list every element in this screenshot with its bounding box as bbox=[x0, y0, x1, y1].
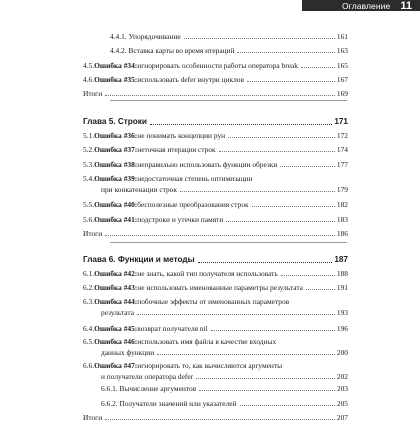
toc-entry-title bbox=[83, 117, 147, 126]
page-number-ref: 196 bbox=[336, 324, 348, 333]
toc-entry[interactable] bbox=[83, 325, 348, 332]
error-label: Ошибка #38: bbox=[94, 160, 138, 169]
error-label: Ошибка #47: bbox=[94, 361, 138, 370]
entry-text: возврат получателя nil bbox=[137, 324, 208, 333]
entry-text: игнорировать то, как вычисляются аргументы bbox=[137, 361, 283, 370]
entry-text: побочные эффекты от именованных параметров bbox=[137, 297, 290, 306]
entry-text: не понимать концепции рун bbox=[137, 131, 226, 140]
leader-dots bbox=[280, 166, 335, 167]
toc-entry[interactable] bbox=[83, 216, 348, 223]
toc-entry[interactable] bbox=[83, 362, 348, 369]
entry-prefix: 6.5. bbox=[83, 337, 95, 346]
toc-entry-continuation bbox=[101, 349, 348, 356]
toc-entry[interactable] bbox=[83, 270, 348, 277]
entry-prefix: 5.2. bbox=[83, 145, 95, 154]
toc-entry[interactable] bbox=[83, 146, 348, 153]
toc-entry[interactable] bbox=[83, 132, 348, 139]
toc-entry[interactable] bbox=[83, 175, 348, 182]
toc-entry-title bbox=[83, 325, 208, 332]
toc-entry-title bbox=[110, 33, 181, 40]
toc-entry-continuation bbox=[101, 309, 348, 316]
leader-dots bbox=[219, 151, 335, 152]
error-label: Ошибка #43: bbox=[94, 283, 138, 292]
toc-entry-title bbox=[83, 338, 276, 345]
entry-text: игнорировать особенности работы оператора break bbox=[137, 61, 298, 70]
page-number-ref: 177 bbox=[336, 160, 348, 169]
leader-dots bbox=[184, 38, 335, 39]
toc-entry-title bbox=[83, 255, 195, 264]
error-label: Ошибка #42: bbox=[94, 269, 138, 278]
error-label: Ошибка #44: bbox=[94, 297, 138, 306]
entry-text: и получатели оператора defer bbox=[101, 372, 194, 381]
leader-dots bbox=[196, 378, 335, 379]
page-number-ref: 165 bbox=[336, 61, 348, 70]
entry-prefix: 4.6. bbox=[83, 75, 95, 84]
leader-dots bbox=[226, 221, 335, 222]
toc-entry[interactable] bbox=[83, 201, 348, 208]
leader-dots bbox=[252, 206, 335, 207]
entry-prefix: 6.6. bbox=[83, 361, 95, 370]
error-label: Ошибка #46: bbox=[94, 337, 138, 346]
running-header bbox=[302, 0, 420, 11]
toc-entry[interactable] bbox=[83, 230, 348, 237]
error-label: Ошибка #34: bbox=[94, 61, 138, 70]
toc-entry-title bbox=[101, 400, 237, 407]
toc-entry-title bbox=[83, 76, 244, 83]
leader-dots bbox=[301, 67, 335, 68]
page-number-ref: 179 bbox=[336, 185, 348, 194]
entry-text: не использовать именованные параметры результата bbox=[137, 283, 303, 292]
leader-dots bbox=[281, 275, 335, 276]
page-number-ref: 183 bbox=[336, 215, 348, 224]
toc-entry[interactable] bbox=[83, 90, 348, 97]
page-number-ref: 193 bbox=[336, 308, 348, 317]
entry-prefix: 5.5. bbox=[83, 200, 95, 209]
entry-prefix: 5.3. bbox=[83, 160, 95, 169]
entry-text: при конкатенации строк bbox=[101, 185, 177, 194]
entry-text: данных функции bbox=[101, 348, 155, 357]
chapter-divider bbox=[110, 100, 347, 101]
entry-prefix: 6.6.2. Получатели значений или указателей bbox=[101, 399, 237, 408]
entry-text: не знать, какой тип получателя использовать bbox=[137, 269, 278, 278]
entry-prefix: Итоги bbox=[83, 229, 103, 238]
leader-dots bbox=[150, 124, 332, 125]
entry-prefix: 5.4. bbox=[83, 174, 95, 183]
toc-entry-title bbox=[83, 270, 278, 277]
leader-dots bbox=[211, 330, 335, 331]
entry-text: использовать defer внутри циклов bbox=[137, 75, 244, 84]
entry-text: неправильно использовать функции обрезки bbox=[137, 160, 278, 169]
entry-prefix: 5.6. bbox=[83, 215, 95, 224]
page-number-ref: 174 bbox=[336, 145, 348, 154]
toc-entry-title bbox=[83, 132, 225, 139]
error-label: Ошибка #40: bbox=[94, 200, 138, 209]
page-number-ref: 172 bbox=[336, 131, 348, 140]
entry-prefix: Глава 6. Функции и методы bbox=[83, 255, 195, 264]
error-label: Ошибка #35: bbox=[94, 75, 138, 84]
toc-entry[interactable] bbox=[83, 338, 348, 345]
leader-dots bbox=[105, 235, 335, 236]
toc-entry[interactable] bbox=[83, 76, 348, 83]
leader-dots bbox=[198, 262, 333, 263]
toc-entry-title bbox=[110, 47, 234, 54]
toc-entry-title bbox=[83, 216, 223, 223]
error-label: Ошибка #37: bbox=[94, 145, 138, 154]
error-label: Ошибка #41: bbox=[94, 215, 138, 224]
toc-entry[interactable] bbox=[110, 33, 348, 40]
entry-prefix: 4.4.1. Упорядочивание bbox=[110, 32, 181, 41]
toc-entry-title-line2 bbox=[101, 309, 134, 316]
entry-prefix: 6.1. bbox=[83, 269, 95, 278]
entry-prefix: 6.6.1. Вычисление аргументов bbox=[101, 384, 197, 393]
section-title: Оглавление bbox=[341, 0, 391, 11]
toc-entry-title bbox=[83, 284, 303, 291]
entry-prefix: Итоги bbox=[83, 413, 103, 422]
toc-chapter[interactable] bbox=[83, 255, 348, 264]
toc-entry-title bbox=[83, 362, 282, 369]
toc-entry-title bbox=[83, 230, 102, 237]
leader-dots bbox=[240, 405, 335, 406]
toc-entry-continuation bbox=[101, 373, 348, 380]
page-number-ref: 167 bbox=[336, 75, 348, 84]
toc-entry-title bbox=[83, 90, 102, 97]
leader-dots bbox=[199, 390, 335, 391]
page-number-ref: 169 bbox=[336, 89, 348, 98]
leader-dots bbox=[157, 354, 335, 355]
toc-entry-title-line2 bbox=[101, 186, 177, 193]
entry-prefix: 6.3. bbox=[83, 297, 95, 306]
toc-entry-continuation bbox=[101, 186, 348, 193]
toc-entry[interactable] bbox=[110, 47, 348, 54]
page-number: 11 bbox=[400, 0, 412, 12]
toc-entry-title bbox=[83, 175, 252, 182]
page-number-ref: 207 bbox=[336, 413, 348, 422]
toc-entry[interactable] bbox=[83, 161, 348, 168]
toc-entry-title bbox=[83, 414, 102, 421]
error-label: Ошибка #39: bbox=[94, 174, 138, 183]
page-number-ref: 182 bbox=[336, 200, 348, 209]
entry-prefix: Глава 5. Строки bbox=[83, 117, 147, 126]
entry-prefix: 4.4.2. Вставка карты во время итераций bbox=[110, 46, 235, 55]
leader-dots bbox=[228, 137, 335, 138]
page-number-ref: 188 bbox=[336, 269, 348, 278]
leader-dots bbox=[180, 191, 335, 192]
page-number-ref: 171 bbox=[334, 117, 348, 126]
entry-text: использовать имя файла в качестве входных bbox=[137, 337, 277, 346]
toc-entry-title bbox=[83, 62, 298, 69]
toc-entry-title bbox=[101, 385, 196, 392]
leader-dots bbox=[105, 95, 335, 96]
leader-dots bbox=[247, 81, 335, 82]
toc-entry-title bbox=[83, 161, 277, 168]
page-number-ref: 200 bbox=[336, 348, 348, 357]
page-number-ref: 203 bbox=[336, 384, 348, 393]
error-label: Ошибка #45: bbox=[94, 324, 138, 333]
toc-entry[interactable] bbox=[83, 62, 348, 69]
toc-entry[interactable] bbox=[83, 284, 348, 291]
toc-entry[interactable] bbox=[101, 400, 348, 407]
entry-prefix: 4.5. bbox=[83, 61, 95, 70]
page-number-ref: 205 bbox=[336, 399, 348, 408]
entry-text: неточная итерация строк bbox=[137, 145, 216, 154]
toc-entry-title bbox=[83, 201, 249, 208]
entry-prefix: 6.2. bbox=[83, 283, 95, 292]
toc-chapter[interactable] bbox=[83, 117, 348, 126]
leader-dots bbox=[237, 52, 334, 53]
toc-entry-title-line2 bbox=[101, 349, 154, 356]
toc-entry[interactable] bbox=[83, 298, 348, 305]
page-number-ref: 163 bbox=[336, 46, 348, 55]
toc-entry-title bbox=[83, 298, 289, 305]
toc-entry[interactable] bbox=[83, 414, 348, 421]
error-label: Ошибка #36: bbox=[94, 131, 138, 140]
page-number-ref: 191 bbox=[336, 283, 348, 292]
leader-dots bbox=[137, 314, 335, 315]
leader-dots bbox=[306, 289, 335, 290]
page-number-ref: 161 bbox=[336, 32, 348, 41]
page-number-ref: 186 bbox=[336, 229, 348, 238]
page-number-ref: 202 bbox=[336, 372, 348, 381]
entry-prefix: Итоги bbox=[83, 89, 103, 98]
entry-text: недостаточная степень оптимизации bbox=[137, 174, 253, 183]
entry-prefix: 5.1. bbox=[83, 131, 95, 140]
toc-entry-title bbox=[83, 146, 216, 153]
chapter-divider bbox=[110, 242, 347, 243]
entry-text: результата bbox=[101, 308, 134, 317]
page-number-ref: 187 bbox=[334, 255, 348, 264]
toc-entry-title-line2 bbox=[101, 373, 193, 380]
entry-text: бесполезные преобразования строк bbox=[137, 200, 249, 209]
entry-prefix: 6.4. bbox=[83, 324, 95, 333]
toc-entry[interactable] bbox=[101, 385, 348, 392]
entry-text: подстроки и утечки памяти bbox=[137, 215, 224, 224]
